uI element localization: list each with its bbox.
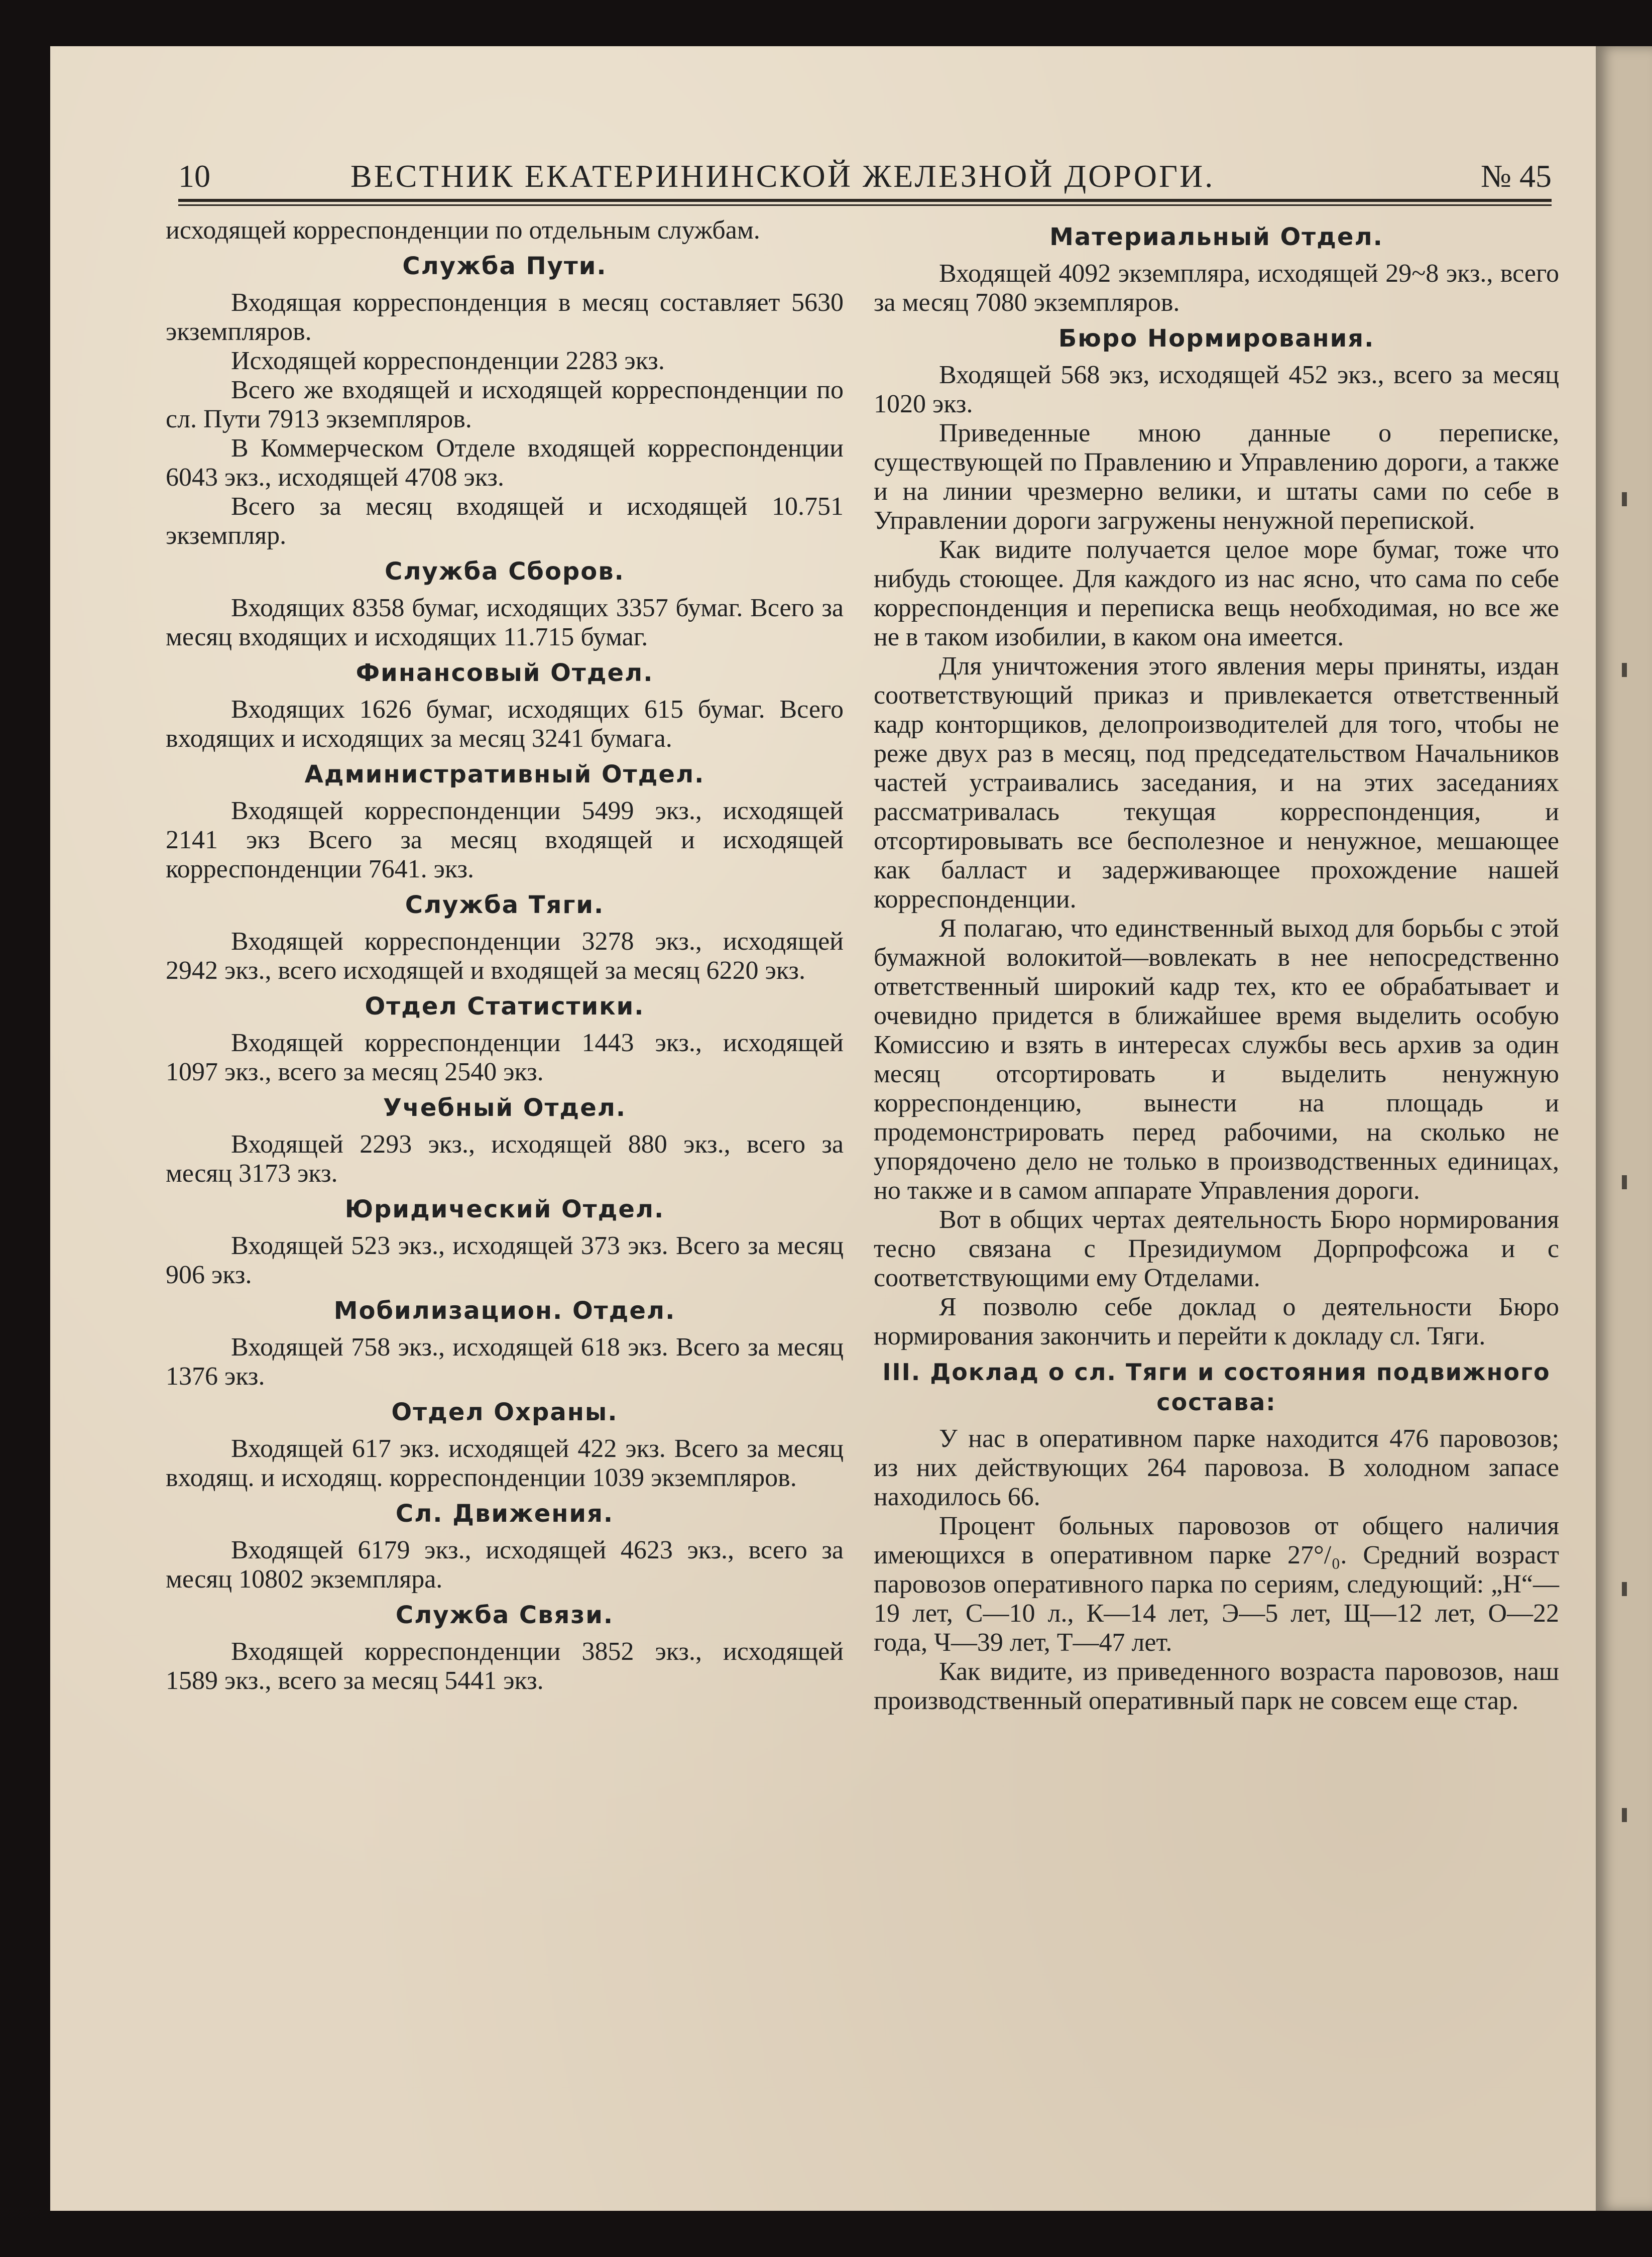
paragraph: Входящей корреспонденции 3278 экз., исходящей 2942 экз., всего исходящей и входящей за месяц 6220 экз. [166,927,844,985]
section-heading: Служба Тяги. [405,891,605,919]
paragraph: Всего же входящей и исходящей корреспонденции по сл. Пути 7913 экземпляров. [166,376,844,433]
adjacent-page-mark [1622,1808,1627,1822]
section-heading: Финансовый Отдел. [356,659,654,687]
paragraph: Я полагаю, что единственный выход для борьбы с этой бумажной волокитой—вовлекать в нее непосредственно ответственный широкий кадр тех, кто ее обрабатывает и очевидно придется в ближайшее время выделить особую Комиссию и взять в интересах службы весь архив за один месяц отсортировать и выделить ненужную корреспонденцию, вынести на площадь и продемонстрировать перед рабочими, на сколько не упорядочено дело не только в производственных единицах, но также и в самом аппарате Управления дороги. [874,914,1559,1205]
section-heading: III. Доклад о сл. Тяги и состояния подвижного состава: [882,1359,1551,1416]
paragraph: Входящей 523 экз., исходящей 373 экз. Всего за месяц 906 экз. [166,1231,844,1289]
paragraph: Всего за месяц входящей и исходящей 10.751 экземпляр. [166,492,844,550]
paragraph: Входящей 2293 экз., исходящей 880 экз., всего за месяц 3173 экз. [166,1130,844,1188]
paragraph: Приведенные мною данные о переписке, существующей по Правлению и Управлению дороги, а также и на линии чрезмерно велики, и штаты сами по себе в Управлении дороги загружены ненужной перепиской. [874,419,1559,535]
paragraph: В Коммерческом Отделе входящей корреспонденции 6043 экз., исходящей 4708 экз. [166,434,844,492]
section-heading: Отдел Охраны. [391,1398,618,1426]
adjacent-page-mark [1622,663,1627,677]
journal-title: ВЕСТНИК ЕКАТЕРИНИНСКОЙ ЖЕЛЕЗНОЙ ДОРОГИ. [350,158,1215,194]
section-heading: Служба Связи. [395,1601,614,1629]
paragraph: Входящей 4092 экземпляра, исходящей 29~8 экз., всего за месяц 7080 экземпляров. [874,259,1559,317]
running-header [178,154,1552,202]
paragraph: Исходящей корреспонденции 2283 экз. [231,347,665,375]
text-column-left [166,216,844,1696]
section-heading: Учебный Отдел. [383,1094,627,1122]
paragraph: Входящих 1626 бумаг, исходящих 615 бумаг. Всего входящих и исходящих за месяц 3241 бумага. [166,695,844,753]
paragraph: Входящая корреспонденция в месяц составляет 5630 экземпляров. [166,288,844,346]
section-heading: Материальный Отдел. [1049,223,1383,251]
paragraph: Я позволю себе доклад о деятельности Бюро нормирования закончить и перейти к докладу сл. Тяги. [874,1293,1559,1350]
paragraph: Входящей корреспонденции 3852 экз., исходящей 1589 экз., всего за месяц 5441 экз. [166,1637,844,1695]
section-heading: Сл. Движения. [395,1500,614,1528]
section-heading: Бюро Нормирования. [1058,324,1375,353]
paragraph: Входящей 6179 экз., исходящей 4623 экз., всего за месяц 10802 экземпляра. [166,1536,844,1594]
issue-number: № 45 [1480,158,1552,194]
paragraph: Вот в общих чертах деятельность Бюро нормирования тесно связана с Президиумом Дорпрофсожа и с соответствующими ему Отделами. [874,1205,1559,1292]
paragraph: Входящей корреспонденции 1443 экз., исходящей 1097 экз., всего за месяц 2540 экз. [166,1029,844,1086]
paragraph: исходящей корреспонденции по отдельным службам. [166,216,760,245]
adjacent-page-mark [1622,1582,1627,1596]
paragraph: Как видите получается целое море бумаг, тоже что нибудь стоющее. Для каждого из нас ясно, что сама по себе корреспонденция и переписка вещь необходимая, но все же не в таком изобилии, в каком она имеется. [874,535,1559,651]
section-heading: Административный Отдел. [304,760,705,788]
section-heading: Мобилизацион. Отдел. [333,1297,676,1325]
adjacent-page-edge [1596,46,1652,2211]
section-heading: Служба Сборов. [385,557,625,586]
text-column-right [874,216,1559,1716]
paragraph: Процент больных паровозов от общего наличия имеющихся в оперативном парке 27°/₀. Средний возраст паровозов оперативного парка по сериям, следующий: „Н“—19 лет, С—10 л., К—14 лет, Э—5 лет, Щ—12 лет, О—22 года, Ч—39 лет, Т—47 лет. [874,1512,1559,1657]
paragraph: Как видите, из приведенного возраста паровозов, наш производственный оперативный парк не совсем еще стар. [874,1657,1559,1715]
section-heading: Служба Пути. [402,252,607,280]
paragraph: Входящей 758 экз., исходящей 618 экз. Всего за месяц 1376 экз. [166,1333,844,1391]
paragraph: У нас в оперативном парке находится 476 паровозов; из них действующих 264 паровоза. В холодном запасе находилось 66. [874,1424,1559,1511]
section-heading: Отдел Статистики. [365,992,645,1021]
adjacent-page-mark [1622,492,1627,506]
paragraph: Входящих 8358 бумаг, исходящих 3357 бумаг. Всего за месяц входящих и исходящих 11.715 бумаг. [166,594,844,651]
section-heading: Юридический Отдел. [344,1195,665,1223]
paragraph: Входящей корреспонденции 5499 экз., исходящей 2141 экз Всего за месяц входящей и исходящей корреспонденции 7641. экз. [166,797,844,883]
paragraph: Входящей 617 экз. исходящей 422 экз. Всего за месяц входящ. и исходящ. корреспонденции 1039 экземпляров. [166,1434,844,1492]
paragraph: Входящей 568 экз, исходящей 452 экз., всего за месяц 1020 экз. [874,361,1559,418]
adjacent-page-mark [1622,1175,1627,1189]
paragraph: Для уничтожения этого явления меры приняты, издан соответствующий приказ и привлекается ответственный кадр конторщиков, делопроизводителей для того, чтобы не реже двух раз в месяц, под председательством Начальников частей устраивались заседания, и на этих заседаниях рассматривалась текущая корреспонденция, и отсортировывать все бесполезное и ненужное, мешающее как балласт и задерживающее прохождение нашей корреспонденции. [874,652,1559,914]
page-number: 10 [178,158,210,194]
